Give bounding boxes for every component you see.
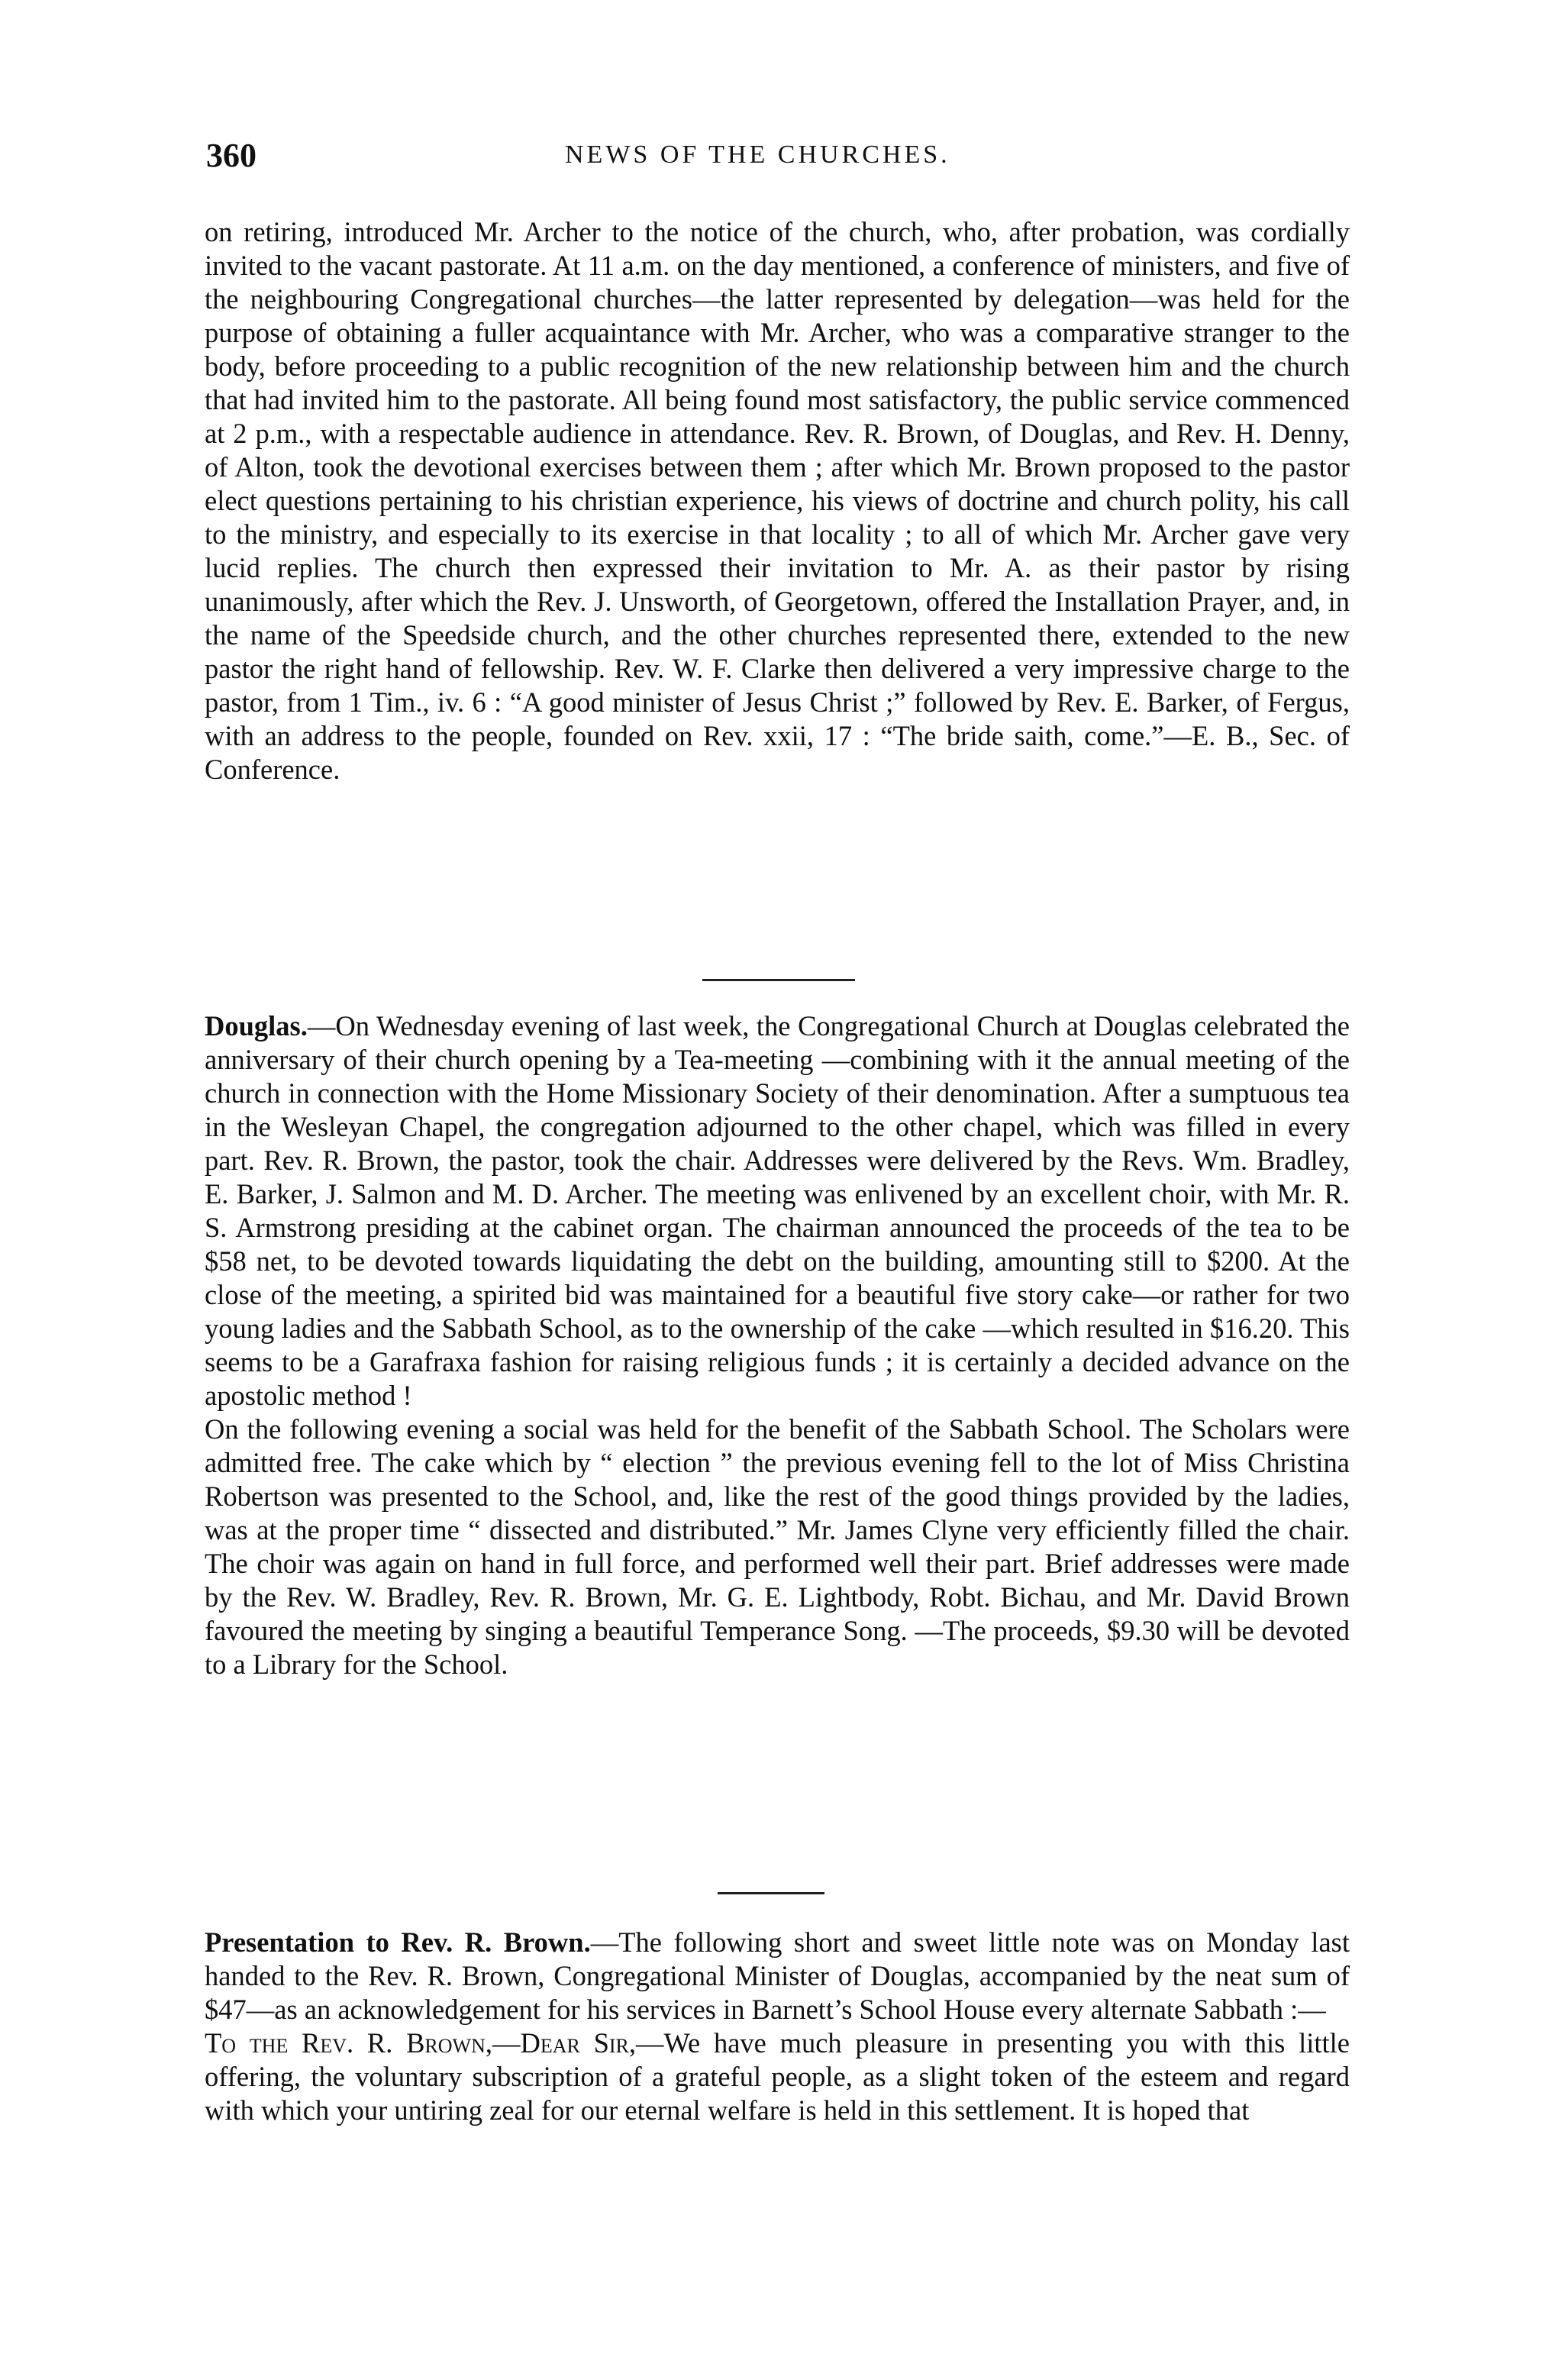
article-installation <box>205 215 1350 786</box>
article-heading: Douglas. <box>205 1010 308 1041</box>
article-body: —On Wednesday evening of last week, the Congregational Church at Douglas celebrated the anniversary of their church opening by a Tea-meeting —combining with it the annual meeting of the church in connection with the Home Missionary Society of their denomination. After a sumptuous tea in the Wesleyan Chapel, the congregation adjourned to the other chapel, which was filled in every part. Rev. R. Brown, the pastor, took the chair. Addresses were delivered by the Revs. Wm. Bradley, E. Barker, J. Salmon and M. D. Archer. The meeting was enlivened by an excellent choir, with Mr. R. S. Armstrong presiding at the cabinet organ. The chairman announced the proceeds of the tea to be $58 net, to be devoted towards liquidating the debt on the building, amounting still to $200. At the close of the meeting, a spirited bid was maintained for a beautiful five story cake—or rather for two young ladies and the Sabbath School, as to the ownership of the cake —which resulted in $16.20. This seems to be a Garafraxa fashion for raising religious funds ; it is certainly a decided advance on the apostolic method ! <box>205 1010 1350 1411</box>
page-header <box>206 136 1351 182</box>
article-paragraph <box>205 1009 1350 1413</box>
running-head: NEWS OF THE CHURCHES. <box>565 140 950 169</box>
letter-paragraph <box>205 2026 1350 2127</box>
letter-salutation: To the Rev. R. Brown,—Dear Sir, <box>205 2027 636 2059</box>
article-presentation <box>205 1926 1350 2127</box>
article-body: on retiring, introduced Mr. Archer to the notice of the church, who, after probation, was cordially invited to the vacant pastorate. At 11 a.m. on the day mentioned, a conference of ministers, and five of the neighbouring Congregational churches—the latter represented by delegation—was held for the purpose of obtaining a fuller acquaintance with Mr. Archer, who was a comparative stranger to the body, before proceeding to a public recognition of the new relationship between him and the church that had invited him to the pastorate. All being found most satisfactory, the public service commenced at 2 p.m., with a respectable audience in attendance. Rev. R. Brown, of Douglas, and Rev. H. Denny, of Alton, took the devotional exercises between them ; after which Mr. Brown proposed to the pastor elect questions pertaining to his christian experience, his views of doctrine and church polity, his call to the ministry, and especially to its exercise in that locality ; to all of which Mr. Archer gave very lucid replies. The church then expressed their invitation to Mr. A. as their pastor by rising unanimously, after which the Rev. J. Unsworth, of Georgetown, offered the Installation Prayer, and, in the name of the Speedside church, and the other churches represented there, extended to the new pastor the right hand of fellowship. Rev. W. F. Clarke then delivered a very impressive charge to the pastor, from 1 Tim., iv. 6 : “A good minister of Jesus Christ ;” followed by Rev. E. Barker, of Fergus, with an address to the people, founded on Rev. xxii, 17 : “The bride saith, come.”—E. B., Sec. of Conference. <box>205 216 1350 785</box>
letter-body: —We have much pleasure in presenting you with this little offering, the voluntary subscription of a grateful people, as a slight token of the esteem and regard with which your untiring zeal for our eternal welfare is held in this settlement. It is hoped that <box>205 2027 1350 2126</box>
article-body: —The following short and sweet little note was on Monday last handed to the Rev. R. Brown, Congregational Minister of Douglas, accompanied by the neat sum of $47—as an acknowledgement for his services in Barnett’s School House every alternate Sabbath :— <box>205 1926 1350 2025</box>
article-heading: Presentation to Rev. R. Brown. <box>205 1926 591 1958</box>
article-paragraph <box>205 1926 1350 2026</box>
article-douglas <box>205 1009 1350 1681</box>
section-divider <box>718 1892 824 1894</box>
page-number: 360 <box>206 137 257 174</box>
article-paragraph: On the following evening a social was held for the benefit of the Sabbath School. The Scholars were admitted free. The cake which by “ election ” the previous evening fell to the lot of Miss Christina Robertson was presented to the School, and, like the rest of the good things provided by the ladies, was at the proper time “ dissected and distributed.” Mr. James Clyne very efficiently filled the chair. The choir was again on hand in full force, and performed well their part. Brief addresses were made by the Rev. W. Bradley, Rev. R. Brown, Mr. G. E. Lightbody, Robt. Bichau, and Mr. David Brown favoured the meeting by singing a beautiful Temperance Song. —The proceeds, $9.30 will be devoted to a Library for the School. <box>205 1413 1350 1680</box>
section-divider <box>702 979 855 981</box>
